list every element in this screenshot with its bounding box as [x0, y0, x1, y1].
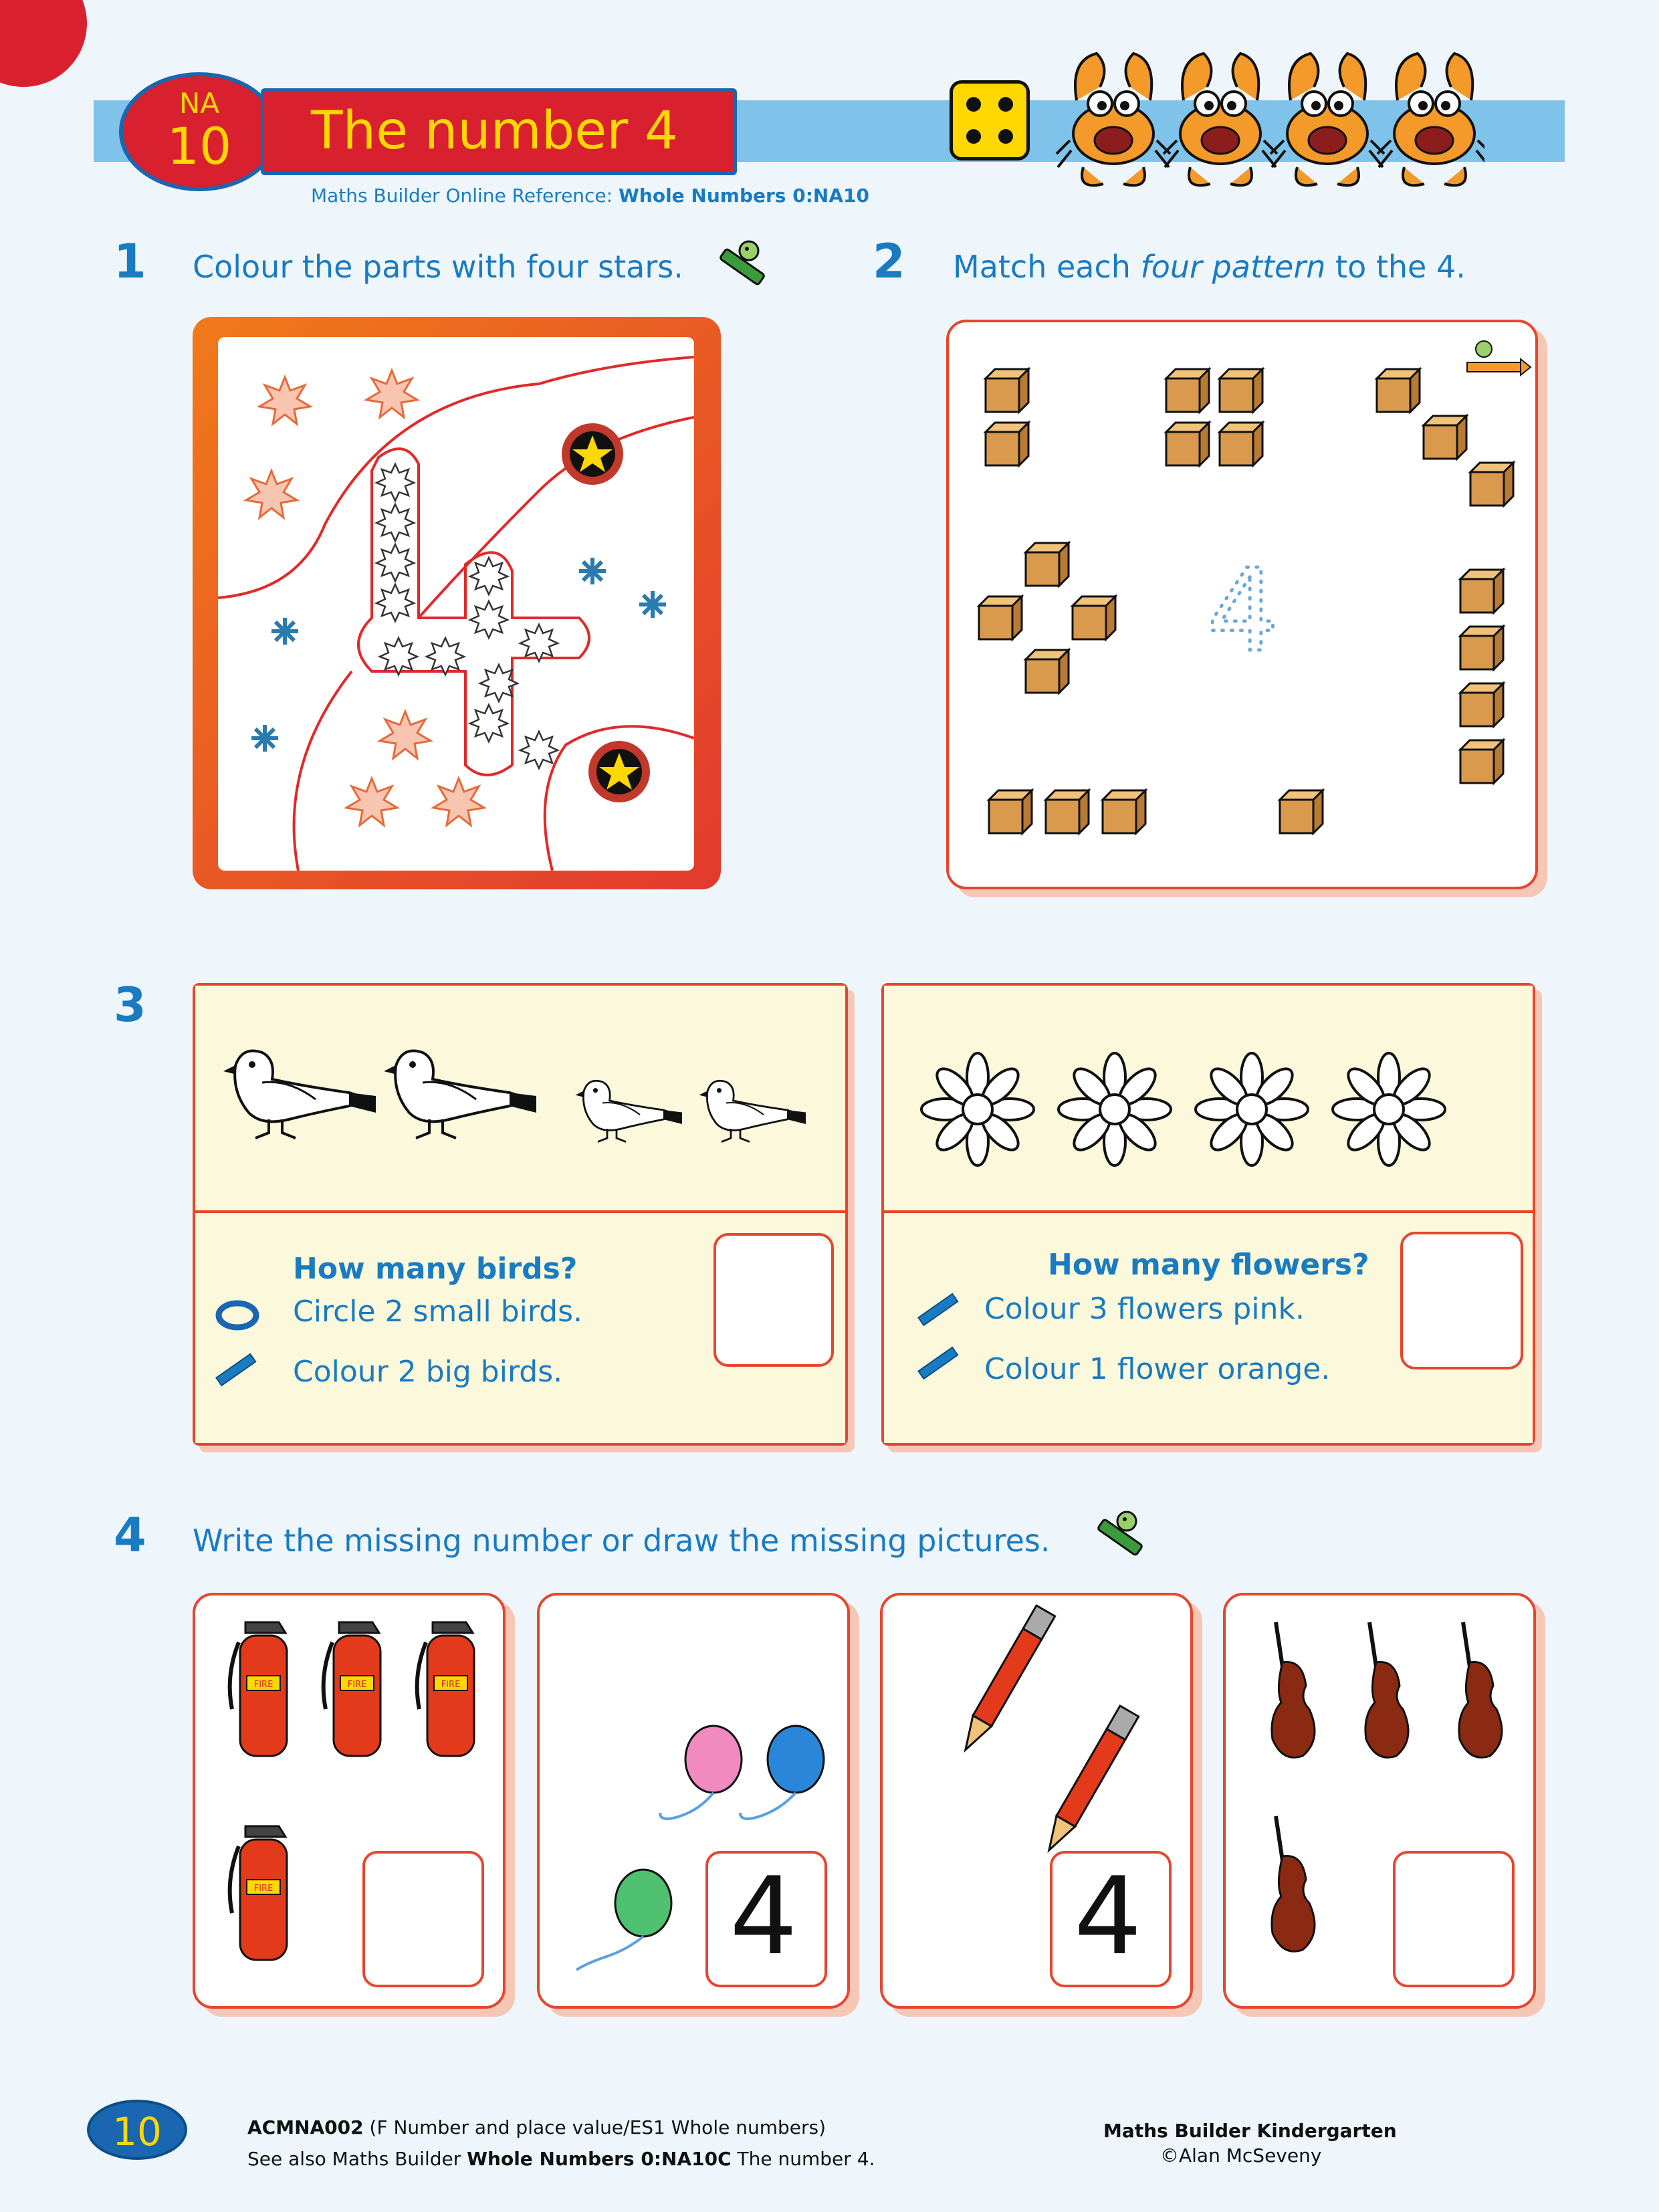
pencils-answer-box — [1050, 1851, 1172, 1987]
fire-extinguisher-icon — [417, 1622, 474, 1756]
birds-question: How many birds? — [293, 1252, 578, 1286]
birds-instruction-2: Colour 2 big birds. — [293, 1355, 563, 1389]
reference-code: Whole Numbers 0:NA10 — [619, 185, 869, 207]
q2-text-part: to the 4. — [1325, 249, 1466, 285]
q2-text-part: Match each — [953, 249, 1141, 285]
birds-instruction-1: Circle 2 small birds. — [293, 1295, 583, 1329]
pencil-icon — [1040, 1706, 1139, 1856]
violin-icon — [1459, 1622, 1502, 1757]
page-title: The number 4 — [311, 101, 678, 161]
extinguishers-answer-box[interactable] — [362, 1851, 484, 1987]
bird-icon — [384, 1051, 536, 1139]
flowers-question-area — [884, 1213, 1533, 1443]
four-stars-colouring-panel — [193, 317, 721, 889]
birds-drawing[interactable] — [195, 986, 845, 1206]
svg-text:FIRE: FIRE — [347, 1680, 367, 1690]
pencil-icon — [209, 1347, 262, 1394]
flowers-drawing[interactable] — [884, 986, 1533, 1206]
bird-icon — [223, 1051, 376, 1139]
q2-text-italic: four pattern — [1140, 249, 1326, 285]
pencils-answer-digit: 4 — [1074, 1854, 1142, 1979]
flowers-question: How many flowers? — [1048, 1248, 1369, 1282]
copyright: ©Alan McSeveny — [1160, 2144, 1322, 2167]
flower-icon — [1059, 1053, 1171, 1166]
crab-icon — [1164, 53, 1277, 185]
birds-answer-box[interactable] — [713, 1233, 834, 1367]
curriculum-code-rest: (F Number and place value/ES1 Whole numbers) — [363, 2116, 826, 2138]
flowers-instruction-1: Colour 3 flowers pink. — [984, 1292, 1305, 1326]
violins-answer-box[interactable] — [1393, 1851, 1515, 1987]
flowers-instruction-2: Colour 1 flower orange. — [984, 1352, 1331, 1386]
topic-badge — [119, 72, 280, 191]
fire-extinguisher-icon — [324, 1622, 380, 1756]
flowers-panel — [881, 983, 1535, 1446]
violin-icon — [1272, 1816, 1315, 1951]
dotted-digit-4: 4 — [1206, 545, 1280, 677]
pencils-card — [880, 1593, 1193, 2009]
svg-text:FIRE: FIRE — [253, 1884, 273, 1894]
page-number: 10 — [112, 2109, 162, 2154]
birds-panel — [193, 983, 848, 1446]
question-1-number: 1 — [114, 234, 146, 289]
pencil-icon — [956, 1606, 1055, 1755]
question-3-number: 3 — [114, 978, 146, 1032]
violin-icon — [1365, 1622, 1408, 1757]
match-patterns-card — [946, 320, 1538, 889]
crab-icon — [1377, 53, 1484, 185]
see-also — [247, 2148, 875, 2170]
book-title: Maths Builder Kindergarten — [1103, 2120, 1397, 2142]
birds-question-area — [195, 1213, 845, 1443]
see-also-prefix: See also Maths Builder — [247, 2148, 467, 2170]
bird-icon — [699, 1081, 806, 1141]
bird-icon — [575, 1081, 682, 1141]
question-2-number: 2 — [873, 234, 905, 289]
cube-pattern-diamond — [979, 543, 1115, 693]
circle-icon — [214, 1299, 261, 1332]
crab-icon — [1057, 53, 1170, 185]
title-box — [261, 88, 737, 175]
curriculum-code-bold: ACMNA002 — [247, 2116, 364, 2138]
curriculum-code — [247, 2116, 826, 2138]
pencil-worm-icon — [712, 234, 772, 294]
see-also-suffix: The number 4. — [731, 2148, 875, 2170]
question-1-text: Colour the parts with four stars. — [193, 249, 683, 285]
flowers-answer-box[interactable] — [1400, 1232, 1523, 1369]
cube-pattern-column — [986, 369, 1028, 465]
four-patterns-drawing[interactable] — [949, 322, 1541, 892]
flower-icon — [921, 1053, 1034, 1166]
cube-pattern-tower — [1460, 570, 1503, 783]
colouring-region-drawing[interactable] — [218, 337, 694, 871]
star-icon — [246, 370, 484, 825]
balloon-icon — [576, 1870, 671, 1970]
badge-number: 10 — [167, 116, 232, 176]
balloon-icon — [740, 1726, 824, 1819]
cube-pattern-row-and-one — [989, 790, 1323, 833]
cube-pattern-square — [1166, 369, 1262, 465]
question-4-number: 4 — [114, 1508, 146, 1563]
fire-extinguisher-icon — [230, 1622, 287, 1756]
birds-picture-area — [195, 986, 845, 1213]
pencil-icon — [911, 1287, 964, 1333]
badge-code: NA — [179, 87, 220, 120]
corner-decoration — [0, 0, 87, 87]
reference-prefix: Maths Builder Online Reference: — [311, 185, 619, 207]
svg-text:FIRE: FIRE — [441, 1680, 461, 1690]
worm-sign-icon — [1467, 341, 1531, 375]
extinguishers-card — [193, 1593, 506, 2009]
violins-card — [1223, 1593, 1536, 2009]
dice-icon — [950, 80, 1030, 160]
cube-pattern-diagonal — [1377, 369, 1513, 506]
crab-icon — [1270, 53, 1384, 185]
flowers-picture-area — [884, 986, 1533, 1213]
balloons-answer-box — [705, 1851, 827, 1987]
star-icon — [562, 423, 650, 802]
balloon-icon — [660, 1726, 742, 1819]
page-number-badge — [87, 2100, 187, 2160]
violin-icon — [1272, 1622, 1315, 1757]
online-reference — [311, 185, 869, 207]
pencil-worm-icon — [1090, 1505, 1150, 1565]
flower-icon — [1196, 1053, 1308, 1166]
flower-icon — [1333, 1053, 1445, 1166]
see-also-bold: Whole Numbers 0:NA10C — [467, 2148, 732, 2170]
fire-extinguisher-icon — [230, 1826, 287, 1960]
pencil-icon — [911, 1340, 964, 1387]
svg-text:FIRE: FIRE — [253, 1680, 273, 1690]
question-4-text: Write the missing number or draw the missing pictures. — [193, 1523, 1050, 1559]
crabs-illustration — [1050, 40, 1484, 201]
balloons-answer-digit: 4 — [730, 1854, 798, 1979]
question-2-text — [953, 249, 1466, 285]
balloons-card — [537, 1593, 850, 2009]
